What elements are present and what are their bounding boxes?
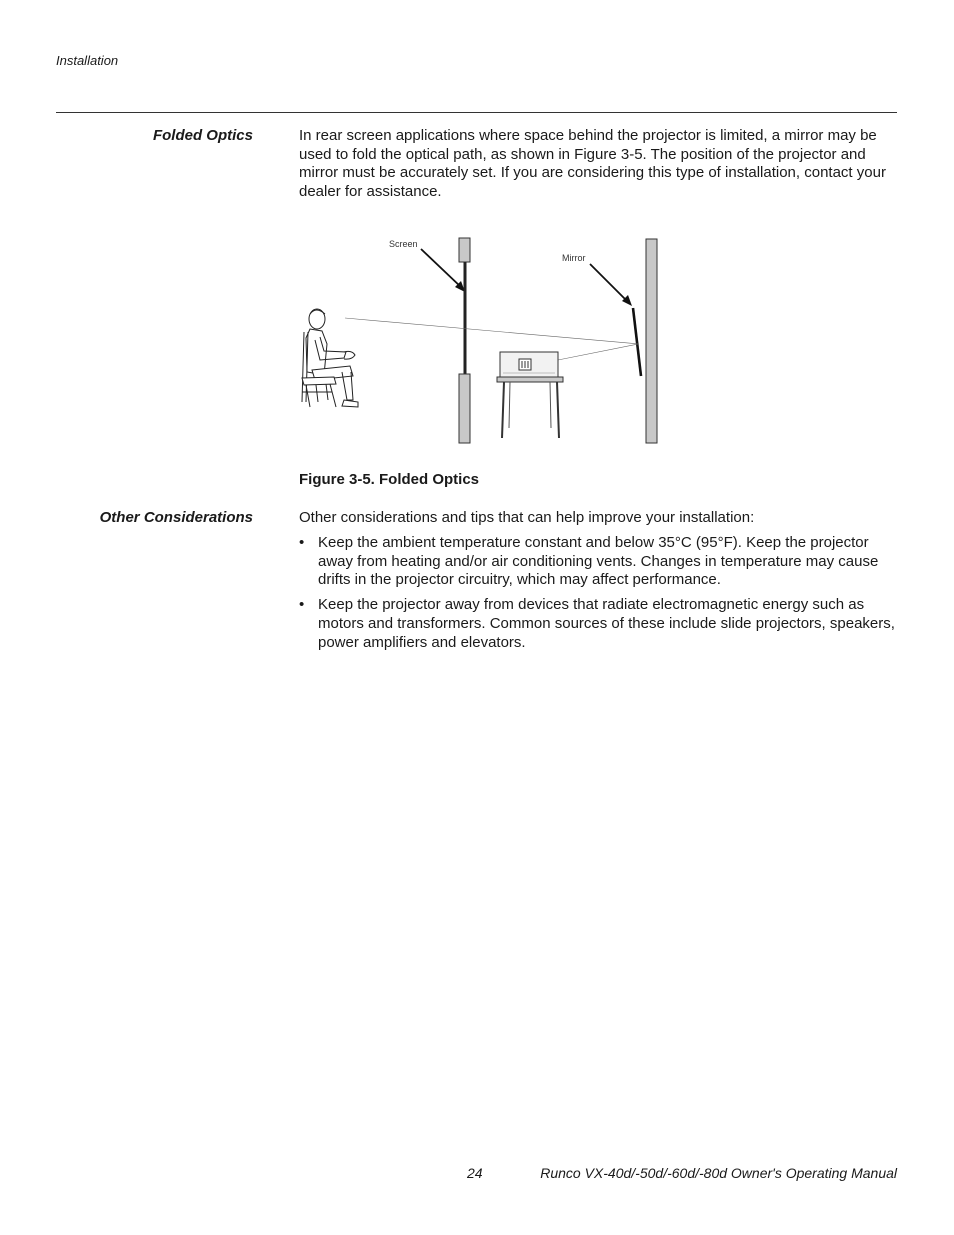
projector-table bbox=[497, 377, 563, 438]
screen-leader-arrow bbox=[421, 249, 465, 292]
list-item bbox=[299, 596, 897, 652]
mirror-label: Mirror bbox=[562, 253, 586, 263]
manual-title: Runco VX-40d/-50d/-60d/-80d Owner's Operating Manual bbox=[540, 1165, 897, 1181]
folded-optics-figure bbox=[300, 232, 670, 453]
seated-viewer bbox=[302, 309, 358, 407]
screen bbox=[459, 238, 470, 443]
section-heading-other-considerations: Other Considerations bbox=[99, 509, 253, 526]
rear-wall bbox=[646, 239, 657, 443]
section-heading-folded-optics: Folded Optics bbox=[152, 127, 253, 144]
mirror-leader-arrow bbox=[590, 264, 632, 306]
list-item-text: Keep the ambient temperature constant and below 35°C (95°F). Keep the projector away from heating and/or air conditioning vents. Changes in temperature may cause drifts in the projector circuitry, which may affect performance. bbox=[318, 534, 879, 589]
running-head: Installation bbox=[56, 53, 119, 68]
list-item bbox=[299, 534, 897, 590]
mirror bbox=[633, 308, 641, 376]
figure-caption: Figure 3-5. Folded Optics bbox=[299, 471, 480, 488]
bullet-marker: • bbox=[299, 534, 305, 551]
projector bbox=[500, 352, 558, 377]
considerations-list bbox=[299, 534, 897, 658]
folded-optics-diagram bbox=[300, 232, 670, 448]
screen-label: Screen bbox=[389, 239, 418, 249]
optical-path bbox=[345, 318, 639, 360]
folded-optics-paragraph: In rear screen applications where space behind the projector is limited, a mirror may be used to fold the optical path, as shown in Figure 3-5. The position of the projector and mirror must be accurately set. If you are considering this type of installation, contact your dealer for assistance. bbox=[299, 127, 886, 201]
page-number: 24 bbox=[467, 1165, 483, 1181]
bullet-marker: • bbox=[299, 596, 305, 614]
list-item-text: Keep the projector away from devices that radiate electromagnetic energy such as motors and transformers. Common sources of these include slide projectors, speakers, power amplifiers and elevators. bbox=[318, 596, 895, 651]
other-considerations-intro: Other considerations and tips that can help improve your installation: bbox=[299, 509, 755, 526]
header-rule bbox=[56, 112, 897, 113]
